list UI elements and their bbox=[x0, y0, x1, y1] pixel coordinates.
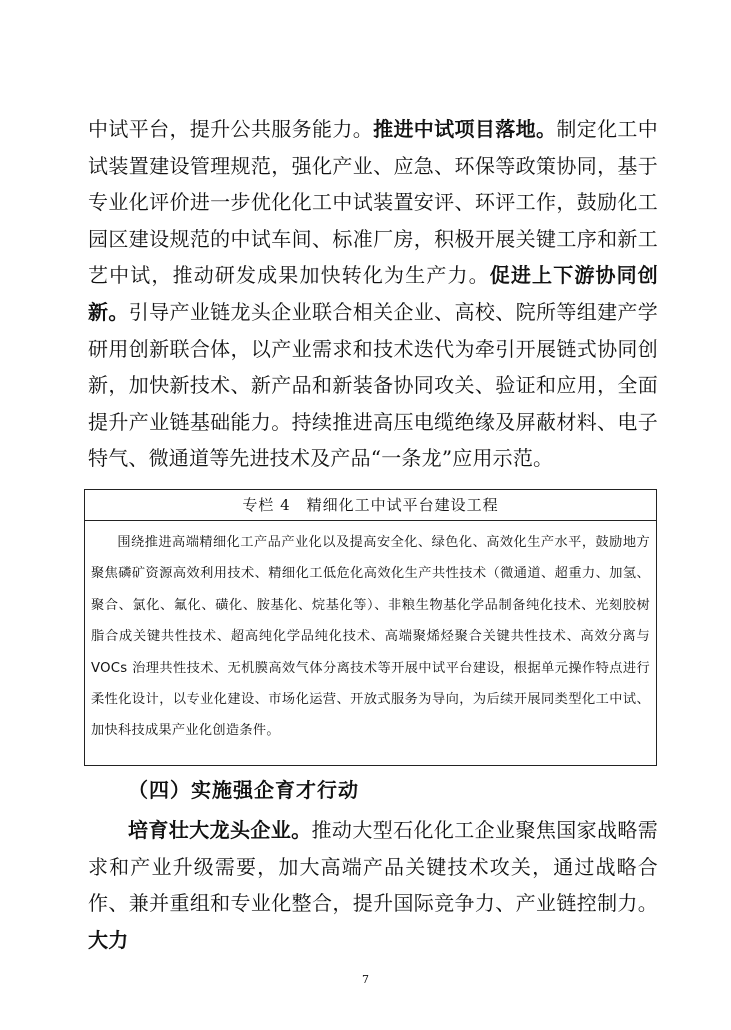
bold-lead-phrase: 促进上下游协同创新。 bbox=[88, 263, 658, 324]
section-heading: （四）实施强企育才行动 bbox=[128, 778, 359, 802]
bold-lead-phrase: 推进中试项目落地。 bbox=[373, 117, 557, 141]
paragraph-text: 推动大型石化化工企业聚焦国家战略需求和产业升级需要，加大高端产品关键技术攻关，通过战略合作、兼并重组和专业化整合，提升国际竞争力、产业链控制力。 bbox=[88, 818, 658, 916]
body-paragraph bbox=[88, 111, 658, 477]
paragraph-text: 制定化工中试装置建设管理规范，强化产业、应急、环保等政策协同，基于专业化评价进一步优化化工中试装置安评、环评工作，鼓励化工园区建设规范的中试车间、标准厂房，积极开展关键工序和新工艺中试，推动研发成果加快转化为生产力。 bbox=[88, 117, 658, 288]
bold-lead-phrase: 培育壮大龙头企业。 bbox=[128, 818, 312, 842]
feature-box-title: 专栏 4 精细化工中试平台建设工程 bbox=[85, 490, 656, 521]
feature-box bbox=[84, 489, 657, 766]
body-paragraph bbox=[88, 812, 658, 958]
bold-lead-phrase: 大力 bbox=[88, 927, 129, 952]
paragraph-text: 中试平台，提升公共服务能力。 bbox=[88, 117, 374, 141]
paragraph-text: 引导产业链龙头企业联合相关企业、高校、院所等组建产学研用创新联合体，以产业需求和技术迭代为牵引开展链式协同创新，加快新技术、新产品和新装备协同攻关、验证和应用，全面提升产业链基础能力。持续推进高压电缆绝缘及屏蔽材料、电子特气、微通道等先进技术及产品“一条龙”应用示范。 bbox=[88, 299, 658, 471]
page-number: 7 bbox=[362, 973, 369, 986]
feature-box-body: 围绕推进高端精细化工产品产业化以及提高安全化、绿色化、高效化生产水平，鼓励地方聚焦磷矿资源高效利用技术、精细化工低危化高效化生产共性技术（微通道、超重力、加氢、聚合、氯化、氟化、磺化、胺基化、烷基化等）、非粮生物基化学品制备纯化技术、光刻胶树脂合成关键共性技术、超高纯化学品纯化技术、高端聚烯烃聚合关键共性技术、高效分离与 VOCs 治理共性技术、无机膜高效气体分离技术等开展中试平台建设，根据单元操作特点进行柔性化设计，以专业化建设、市场化运营、开放式服务为导向，为后续开展同类型化工中试、加快科技成果产业化创造条件。 bbox=[91, 535, 650, 739]
